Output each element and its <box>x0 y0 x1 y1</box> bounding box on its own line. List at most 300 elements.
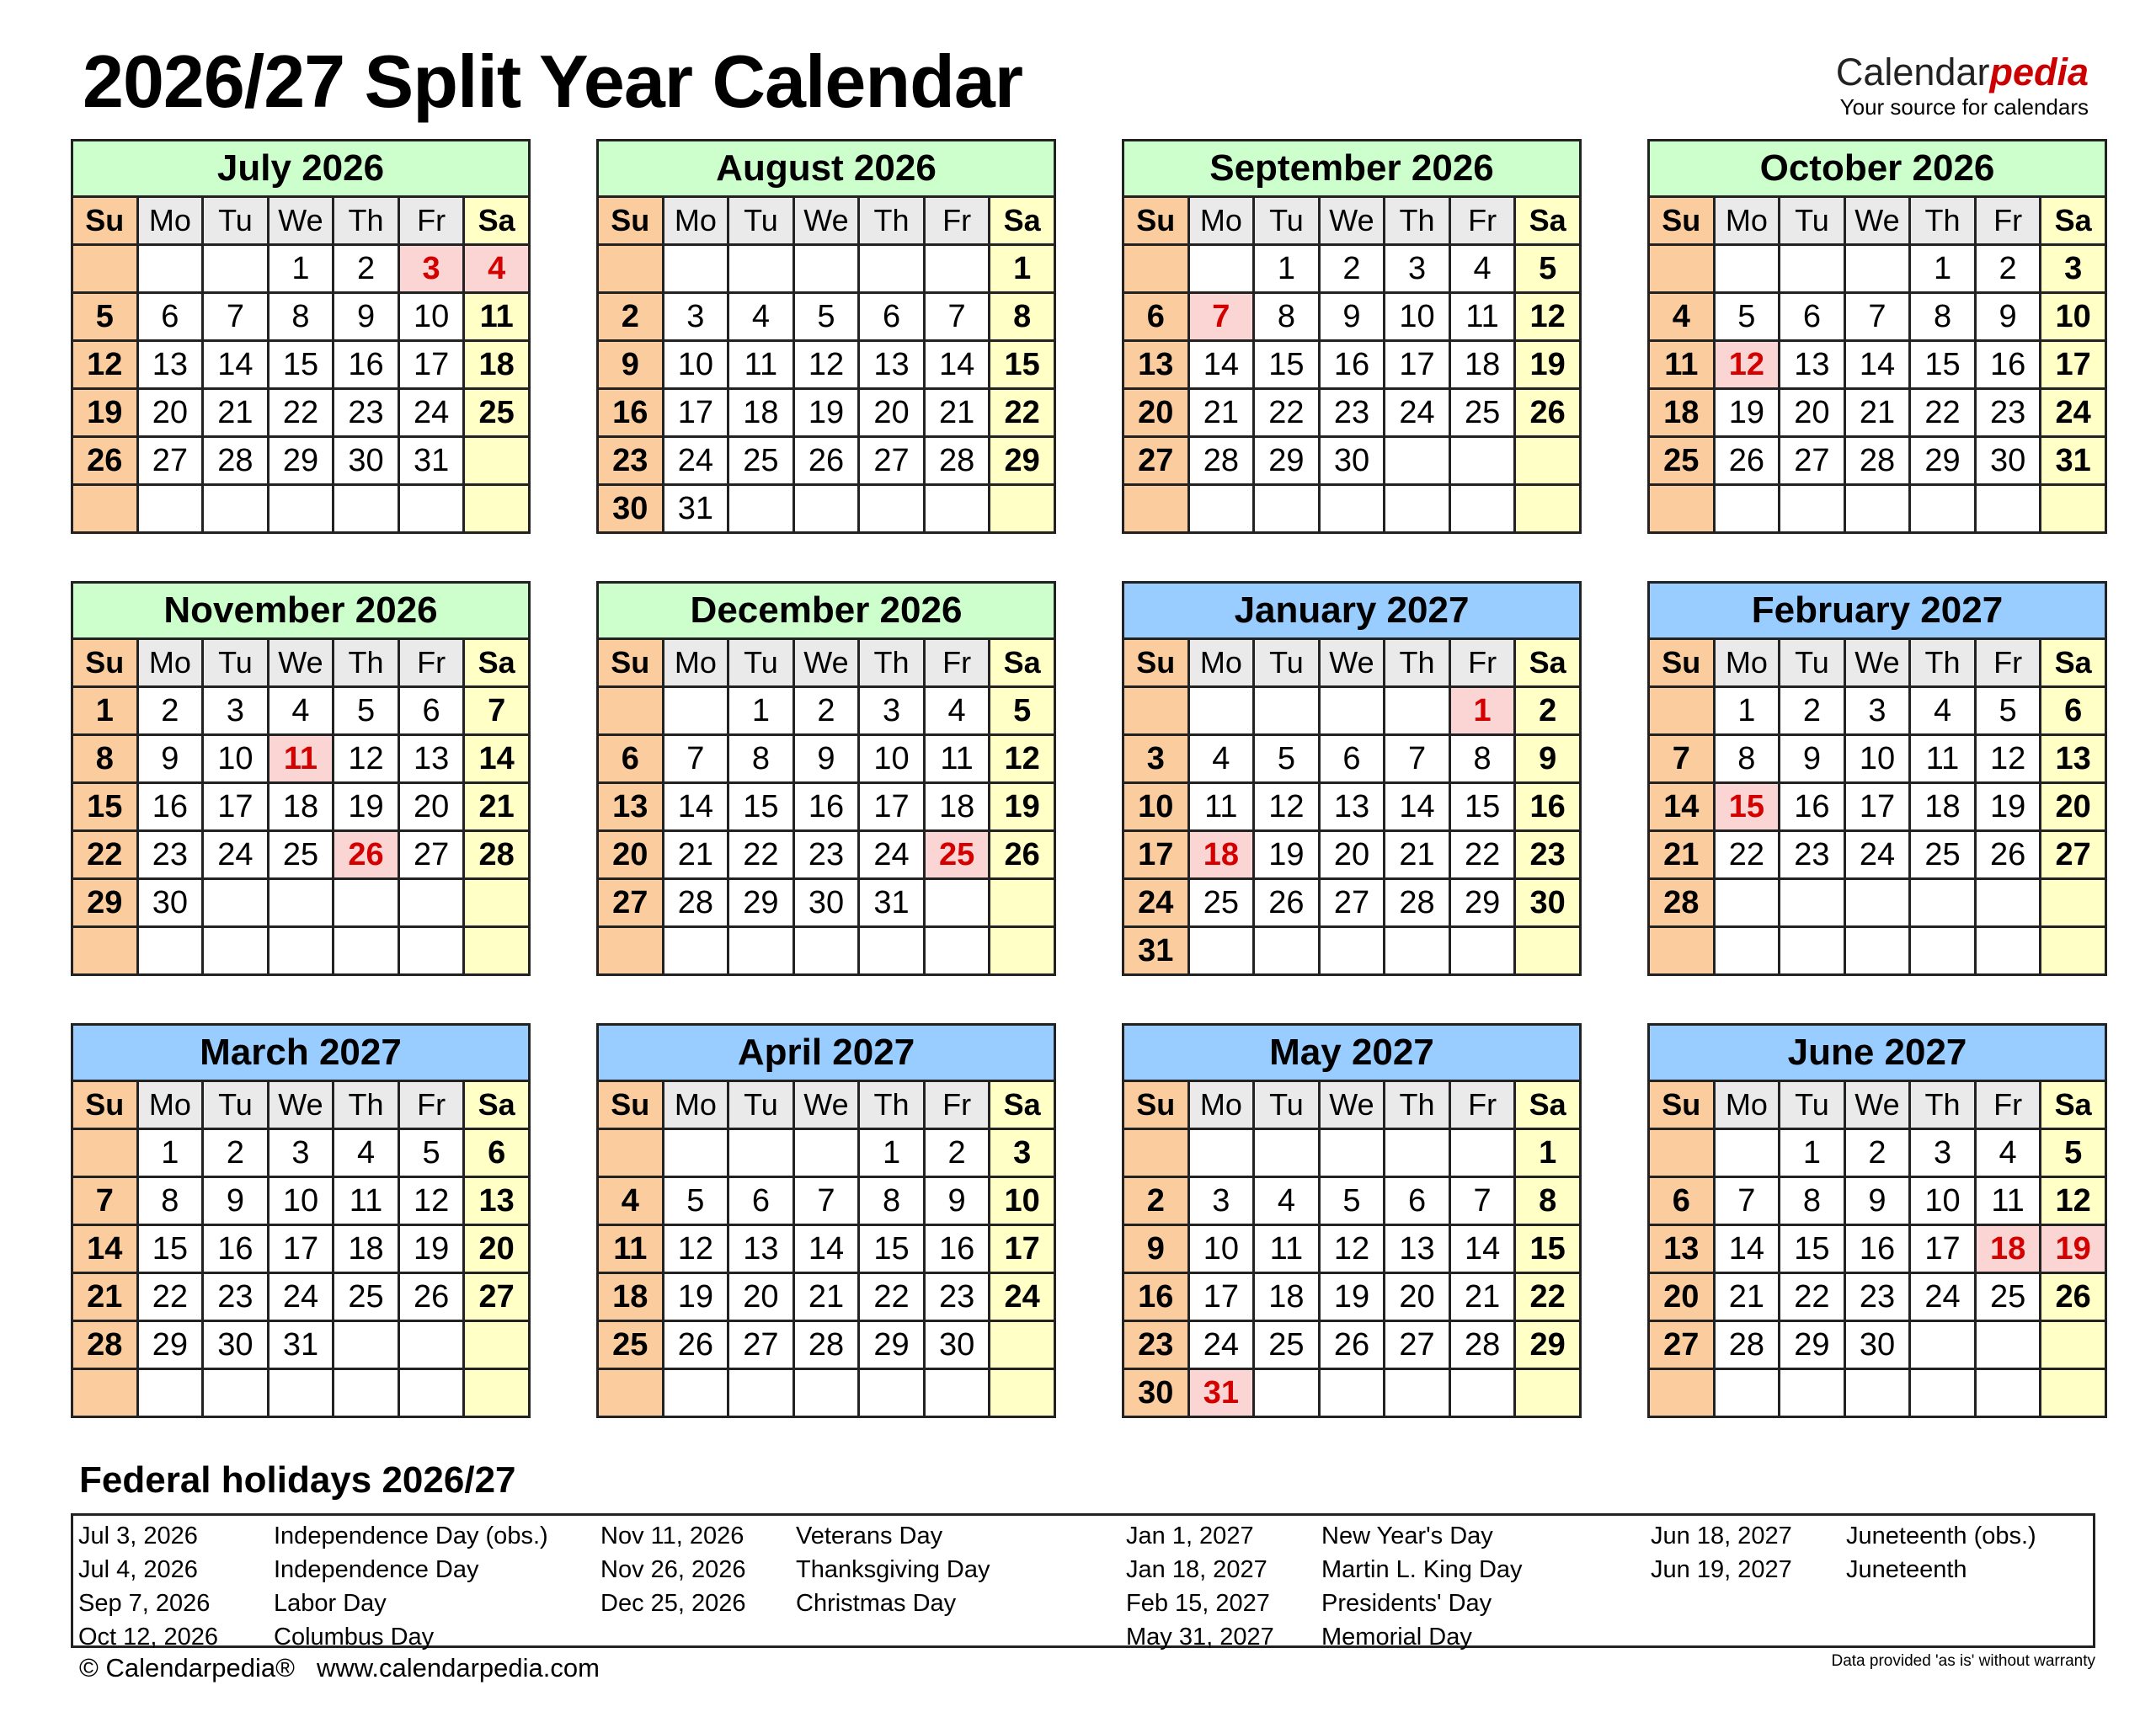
day-cell[interactable]: 3 <box>2041 245 2106 293</box>
day-cell[interactable]: 31 <box>398 437 464 485</box>
day-cell[interactable]: 12 <box>1254 783 1320 831</box>
day-cell[interactable]: 4 <box>1649 293 1715 341</box>
day-cell[interactable]: 2 <box>1123 1177 1189 1225</box>
day-cell[interactable]: 14 <box>1844 341 1910 389</box>
day-cell[interactable]: 27 <box>1319 879 1385 927</box>
day-cell[interactable]: 31 <box>663 485 728 533</box>
day-cell[interactable]: 12 <box>663 1225 728 1273</box>
day-cell[interactable]: 1 <box>1515 1129 1581 1177</box>
day-cell[interactable]: 10 <box>1910 1177 1976 1225</box>
day-cell[interactable]: 21 <box>72 1273 138 1321</box>
day-cell[interactable]: 18 <box>1449 341 1515 389</box>
day-cell[interactable]: 26 <box>990 831 1055 879</box>
day-cell[interactable]: 10 <box>1188 1225 1254 1273</box>
day-cell[interactable]: 16 <box>1515 783 1581 831</box>
day-cell[interactable]: 29 <box>728 879 794 927</box>
day-cell[interactable]: 11 <box>598 1225 664 1273</box>
day-cell[interactable]: 16 <box>793 783 859 831</box>
day-cell[interactable]: 9 <box>1780 735 1845 783</box>
day-cell[interactable]: 28 <box>1844 437 1910 485</box>
day-cell[interactable]: 20 <box>398 783 464 831</box>
day-cell[interactable]: 28 <box>1385 879 1450 927</box>
holiday-day-cell[interactable]: 26 <box>334 831 399 879</box>
day-cell[interactable]: 1 <box>859 1129 925 1177</box>
day-cell[interactable]: 17 <box>203 783 269 831</box>
day-cell[interactable]: 13 <box>1319 783 1385 831</box>
day-cell[interactable]: 25 <box>1975 1273 2041 1321</box>
day-cell[interactable]: 8 <box>728 735 794 783</box>
day-cell[interactable]: 5 <box>72 293 138 341</box>
day-cell[interactable]: 19 <box>663 1273 728 1321</box>
day-cell[interactable]: 14 <box>924 341 990 389</box>
day-cell[interactable]: 4 <box>1254 1177 1320 1225</box>
day-cell[interactable]: 2 <box>137 687 203 735</box>
day-cell[interactable]: 19 <box>334 783 399 831</box>
holiday-day-cell[interactable]: 18 <box>1975 1225 2041 1273</box>
day-cell[interactable]: 31 <box>1123 927 1189 975</box>
day-cell[interactable]: 5 <box>990 687 1055 735</box>
day-cell[interactable]: 31 <box>2041 437 2106 485</box>
day-cell[interactable]: 19 <box>1254 831 1320 879</box>
day-cell[interactable]: 15 <box>1449 783 1515 831</box>
day-cell[interactable]: 7 <box>793 1177 859 1225</box>
day-cell[interactable]: 29 <box>1910 437 1976 485</box>
day-cell[interactable]: 8 <box>1449 735 1515 783</box>
day-cell[interactable]: 11 <box>1975 1177 2041 1225</box>
day-cell[interactable]: 9 <box>924 1177 990 1225</box>
day-cell[interactable]: 16 <box>1975 341 2041 389</box>
day-cell[interactable]: 5 <box>2041 1129 2106 1177</box>
day-cell[interactable]: 19 <box>1714 389 1780 437</box>
day-cell[interactable]: 7 <box>663 735 728 783</box>
day-cell[interactable]: 10 <box>859 735 925 783</box>
day-cell[interactable]: 23 <box>1844 1273 1910 1321</box>
day-cell[interactable]: 30 <box>1844 1321 1910 1369</box>
day-cell[interactable]: 7 <box>1714 1177 1780 1225</box>
day-cell[interactable]: 19 <box>1319 1273 1385 1321</box>
day-cell[interactable]: 2 <box>334 245 399 293</box>
day-cell[interactable]: 11 <box>1254 1225 1320 1273</box>
day-cell[interactable]: 10 <box>663 341 728 389</box>
day-cell[interactable]: 14 <box>203 341 269 389</box>
day-cell[interactable]: 14 <box>1188 341 1254 389</box>
day-cell[interactable]: 20 <box>1123 389 1189 437</box>
day-cell[interactable]: 27 <box>1780 437 1845 485</box>
day-cell[interactable]: 28 <box>1649 879 1715 927</box>
day-cell[interactable]: 5 <box>1254 735 1320 783</box>
day-cell[interactable]: 25 <box>1449 389 1515 437</box>
day-cell[interactable]: 15 <box>137 1225 203 1273</box>
day-cell[interactable]: 28 <box>203 437 269 485</box>
day-cell[interactable]: 24 <box>1844 831 1910 879</box>
day-cell[interactable]: 25 <box>334 1273 399 1321</box>
day-cell[interactable]: 18 <box>924 783 990 831</box>
day-cell[interactable]: 1 <box>1714 687 1780 735</box>
day-cell[interactable]: 21 <box>924 389 990 437</box>
day-cell[interactable]: 1 <box>990 245 1055 293</box>
day-cell[interactable]: 14 <box>72 1225 138 1273</box>
day-cell[interactable]: 19 <box>72 389 138 437</box>
day-cell[interactable]: 15 <box>268 341 334 389</box>
day-cell[interactable]: 19 <box>793 389 859 437</box>
day-cell[interactable]: 6 <box>1649 1177 1715 1225</box>
day-cell[interactable]: 9 <box>1319 293 1385 341</box>
day-cell[interactable]: 30 <box>598 485 664 533</box>
day-cell[interactable]: 29 <box>137 1321 203 1369</box>
day-cell[interactable]: 20 <box>464 1225 530 1273</box>
day-cell[interactable]: 7 <box>1449 1177 1515 1225</box>
day-cell[interactable]: 20 <box>598 831 664 879</box>
day-cell[interactable]: 30 <box>924 1321 990 1369</box>
day-cell[interactable]: 27 <box>1385 1321 1450 1369</box>
day-cell[interactable]: 5 <box>1319 1177 1385 1225</box>
day-cell[interactable]: 3 <box>663 293 728 341</box>
day-cell[interactable]: 16 <box>1123 1273 1189 1321</box>
day-cell[interactable]: 25 <box>728 437 794 485</box>
holiday-day-cell[interactable]: 11 <box>268 735 334 783</box>
day-cell[interactable]: 20 <box>1780 389 1845 437</box>
day-cell[interactable]: 1 <box>268 245 334 293</box>
day-cell[interactable]: 6 <box>464 1129 530 1177</box>
day-cell[interactable]: 17 <box>2041 341 2106 389</box>
day-cell[interactable]: 14 <box>1385 783 1450 831</box>
footer-url[interactable]: www.calendarpedia.com <box>316 1653 600 1683</box>
day-cell[interactable]: 8 <box>1254 293 1320 341</box>
day-cell[interactable]: 11 <box>464 293 530 341</box>
day-cell[interactable]: 24 <box>268 1273 334 1321</box>
day-cell[interactable]: 26 <box>793 437 859 485</box>
day-cell[interactable]: 25 <box>598 1321 664 1369</box>
day-cell[interactable]: 22 <box>728 831 794 879</box>
day-cell[interactable]: 10 <box>203 735 269 783</box>
day-cell[interactable]: 26 <box>1515 389 1581 437</box>
day-cell[interactable]: 24 <box>1123 879 1189 927</box>
day-cell[interactable]: 18 <box>268 783 334 831</box>
day-cell[interactable]: 12 <box>1975 735 2041 783</box>
day-cell[interactable]: 19 <box>398 1225 464 1273</box>
day-cell[interactable]: 29 <box>1449 879 1515 927</box>
day-cell[interactable]: 30 <box>1319 437 1385 485</box>
day-cell[interactable]: 24 <box>663 437 728 485</box>
day-cell[interactable]: 18 <box>598 1273 664 1321</box>
holiday-day-cell[interactable]: 18 <box>1188 831 1254 879</box>
holiday-day-cell[interactable]: 3 <box>398 245 464 293</box>
day-cell[interactable]: 29 <box>72 879 138 927</box>
day-cell[interactable]: 28 <box>793 1321 859 1369</box>
day-cell[interactable]: 23 <box>1123 1321 1189 1369</box>
day-cell[interactable]: 9 <box>793 735 859 783</box>
day-cell[interactable]: 18 <box>1910 783 1976 831</box>
day-cell[interactable]: 22 <box>859 1273 925 1321</box>
day-cell[interactable]: 1 <box>137 1129 203 1177</box>
day-cell[interactable]: 3 <box>859 687 925 735</box>
day-cell[interactable]: 9 <box>1515 735 1581 783</box>
day-cell[interactable]: 22 <box>268 389 334 437</box>
day-cell[interactable]: 21 <box>1188 389 1254 437</box>
day-cell[interactable]: 10 <box>2041 293 2106 341</box>
day-cell[interactable]: 29 <box>859 1321 925 1369</box>
day-cell[interactable]: 6 <box>398 687 464 735</box>
day-cell[interactable]: 11 <box>334 1177 399 1225</box>
day-cell[interactable]: 9 <box>598 341 664 389</box>
day-cell[interactable]: 23 <box>793 831 859 879</box>
day-cell[interactable]: 5 <box>334 687 399 735</box>
day-cell[interactable]: 31 <box>859 879 925 927</box>
day-cell[interactable]: 21 <box>663 831 728 879</box>
day-cell[interactable]: 6 <box>1123 293 1189 341</box>
day-cell[interactable]: 4 <box>924 687 990 735</box>
day-cell[interactable]: 26 <box>72 437 138 485</box>
day-cell[interactable]: 23 <box>924 1273 990 1321</box>
day-cell[interactable]: 25 <box>1254 1321 1320 1369</box>
day-cell[interactable]: 22 <box>1780 1273 1845 1321</box>
day-cell[interactable]: 10 <box>990 1177 1055 1225</box>
day-cell[interactable]: 11 <box>924 735 990 783</box>
day-cell[interactable]: 16 <box>137 783 203 831</box>
day-cell[interactable]: 11 <box>1188 783 1254 831</box>
day-cell[interactable]: 21 <box>1844 389 1910 437</box>
day-cell[interactable]: 2 <box>924 1129 990 1177</box>
day-cell[interactable]: 14 <box>663 783 728 831</box>
day-cell[interactable]: 27 <box>137 437 203 485</box>
day-cell[interactable]: 8 <box>1515 1177 1581 1225</box>
day-cell[interactable]: 26 <box>1714 437 1780 485</box>
day-cell[interactable]: 15 <box>990 341 1055 389</box>
day-cell[interactable]: 16 <box>1780 783 1845 831</box>
day-cell[interactable]: 9 <box>137 735 203 783</box>
day-cell[interactable]: 5 <box>398 1129 464 1177</box>
day-cell[interactable]: 12 <box>72 341 138 389</box>
day-cell[interactable]: 8 <box>990 293 1055 341</box>
day-cell[interactable]: 23 <box>203 1273 269 1321</box>
day-cell[interactable]: 10 <box>1844 735 1910 783</box>
day-cell[interactable]: 13 <box>137 341 203 389</box>
day-cell[interactable]: 19 <box>1515 341 1581 389</box>
day-cell[interactable]: 1 <box>72 687 138 735</box>
holiday-day-cell[interactable]: 15 <box>1714 783 1780 831</box>
day-cell[interactable]: 20 <box>859 389 925 437</box>
day-cell[interactable]: 12 <box>398 1177 464 1225</box>
day-cell[interactable]: 28 <box>663 879 728 927</box>
day-cell[interactable]: 26 <box>398 1273 464 1321</box>
day-cell[interactable]: 16 <box>1319 341 1385 389</box>
day-cell[interactable]: 8 <box>137 1177 203 1225</box>
day-cell[interactable]: 6 <box>1385 1177 1450 1225</box>
day-cell[interactable]: 8 <box>859 1177 925 1225</box>
day-cell[interactable]: 7 <box>72 1177 138 1225</box>
day-cell[interactable]: 2 <box>1319 245 1385 293</box>
day-cell[interactable]: 6 <box>598 735 664 783</box>
day-cell[interactable]: 18 <box>464 341 530 389</box>
day-cell[interactable]: 3 <box>1910 1129 1976 1177</box>
day-cell[interactable]: 15 <box>859 1225 925 1273</box>
holiday-day-cell[interactable]: 19 <box>2041 1225 2106 1273</box>
day-cell[interactable]: 24 <box>203 831 269 879</box>
day-cell[interactable]: 31 <box>268 1321 334 1369</box>
day-cell[interactable]: 30 <box>1123 1369 1189 1417</box>
day-cell[interactable]: 25 <box>1188 879 1254 927</box>
day-cell[interactable]: 16 <box>598 389 664 437</box>
day-cell[interactable]: 4 <box>334 1129 399 1177</box>
day-cell[interactable]: 29 <box>1254 437 1320 485</box>
day-cell[interactable]: 1 <box>728 687 794 735</box>
day-cell[interactable]: 13 <box>398 735 464 783</box>
day-cell[interactable]: 29 <box>1780 1321 1845 1369</box>
day-cell[interactable]: 7 <box>1844 293 1910 341</box>
day-cell[interactable]: 10 <box>1123 783 1189 831</box>
day-cell[interactable]: 22 <box>1254 389 1320 437</box>
holiday-day-cell[interactable]: 7 <box>1188 293 1254 341</box>
day-cell[interactable]: 23 <box>1975 389 2041 437</box>
day-cell[interactable]: 5 <box>1515 245 1581 293</box>
day-cell[interactable]: 12 <box>1515 293 1581 341</box>
day-cell[interactable]: 12 <box>2041 1177 2106 1225</box>
brand-logo[interactable] <box>1836 51 2089 120</box>
day-cell[interactable]: 21 <box>1449 1273 1515 1321</box>
day-cell[interactable]: 3 <box>1844 687 1910 735</box>
day-cell[interactable]: 27 <box>598 879 664 927</box>
day-cell[interactable]: 21 <box>1385 831 1450 879</box>
day-cell[interactable]: 3 <box>203 687 269 735</box>
day-cell[interactable]: 5 <box>663 1177 728 1225</box>
day-cell[interactable]: 16 <box>924 1225 990 1273</box>
day-cell[interactable]: 25 <box>1910 831 1976 879</box>
day-cell[interactable]: 9 <box>203 1177 269 1225</box>
day-cell[interactable]: 7 <box>464 687 530 735</box>
day-cell[interactable]: 4 <box>1188 735 1254 783</box>
day-cell[interactable]: 28 <box>72 1321 138 1369</box>
day-cell[interactable]: 3 <box>268 1129 334 1177</box>
day-cell[interactable]: 12 <box>334 735 399 783</box>
day-cell[interactable]: 30 <box>137 879 203 927</box>
day-cell[interactable]: 20 <box>1319 831 1385 879</box>
day-cell[interactable]: 15 <box>728 783 794 831</box>
day-cell[interactable]: 22 <box>1449 831 1515 879</box>
day-cell[interactable]: 15 <box>1780 1225 1845 1273</box>
day-cell[interactable]: 14 <box>1449 1225 1515 1273</box>
day-cell[interactable]: 2 <box>1780 687 1845 735</box>
day-cell[interactable]: 25 <box>464 389 530 437</box>
day-cell[interactable]: 16 <box>203 1225 269 1273</box>
day-cell[interactable]: 28 <box>1188 437 1254 485</box>
day-cell[interactable]: 13 <box>2041 735 2106 783</box>
day-cell[interactable]: 14 <box>1649 783 1715 831</box>
day-cell[interactable]: 22 <box>1910 389 1976 437</box>
day-cell[interactable]: 22 <box>137 1273 203 1321</box>
day-cell[interactable]: 18 <box>1649 389 1715 437</box>
day-cell[interactable]: 1 <box>1780 1129 1845 1177</box>
day-cell[interactable]: 30 <box>334 437 399 485</box>
day-cell[interactable]: 8 <box>72 735 138 783</box>
day-cell[interactable]: 3 <box>1188 1177 1254 1225</box>
day-cell[interactable]: 29 <box>1515 1321 1581 1369</box>
day-cell[interactable]: 14 <box>793 1225 859 1273</box>
day-cell[interactable]: 17 <box>398 341 464 389</box>
day-cell[interactable]: 21 <box>1649 831 1715 879</box>
day-cell[interactable]: 14 <box>1714 1225 1780 1273</box>
day-cell[interactable]: 25 <box>268 831 334 879</box>
day-cell[interactable]: 10 <box>398 293 464 341</box>
day-cell[interactable]: 21 <box>203 389 269 437</box>
day-cell[interactable]: 26 <box>2041 1273 2106 1321</box>
day-cell[interactable]: 17 <box>1188 1273 1254 1321</box>
holiday-day-cell[interactable]: 1 <box>1449 687 1515 735</box>
day-cell[interactable]: 23 <box>137 831 203 879</box>
day-cell[interactable]: 30 <box>1515 879 1581 927</box>
day-cell[interactable]: 9 <box>1123 1225 1189 1273</box>
day-cell[interactable]: 15 <box>72 783 138 831</box>
day-cell[interactable]: 13 <box>1649 1225 1715 1273</box>
day-cell[interactable]: 4 <box>598 1177 664 1225</box>
day-cell[interactable]: 12 <box>990 735 1055 783</box>
day-cell[interactable]: 2 <box>793 687 859 735</box>
day-cell[interactable]: 30 <box>1975 437 2041 485</box>
day-cell[interactable]: 6 <box>137 293 203 341</box>
day-cell[interactable]: 6 <box>859 293 925 341</box>
day-cell[interactable]: 6 <box>1319 735 1385 783</box>
day-cell[interactable]: 1 <box>1254 245 1320 293</box>
day-cell[interactable]: 8 <box>1714 735 1780 783</box>
day-cell[interactable]: 3 <box>1385 245 1450 293</box>
day-cell[interactable]: 24 <box>1910 1273 1976 1321</box>
day-cell[interactable]: 29 <box>990 437 1055 485</box>
day-cell[interactable]: 20 <box>137 389 203 437</box>
day-cell[interactable]: 11 <box>1449 293 1515 341</box>
day-cell[interactable]: 27 <box>728 1321 794 1369</box>
day-cell[interactable]: 23 <box>1780 831 1845 879</box>
day-cell[interactable]: 21 <box>793 1273 859 1321</box>
day-cell[interactable]: 20 <box>1649 1273 1715 1321</box>
day-cell[interactable]: 3 <box>990 1129 1055 1177</box>
day-cell[interactable]: 27 <box>2041 831 2106 879</box>
day-cell[interactable]: 7 <box>1385 735 1450 783</box>
day-cell[interactable]: 27 <box>464 1273 530 1321</box>
day-cell[interactable]: 2 <box>1844 1129 1910 1177</box>
day-cell[interactable]: 13 <box>464 1177 530 1225</box>
day-cell[interactable]: 15 <box>1254 341 1320 389</box>
day-cell[interactable]: 28 <box>1449 1321 1515 1369</box>
day-cell[interactable]: 11 <box>1910 735 1976 783</box>
day-cell[interactable]: 17 <box>1844 783 1910 831</box>
day-cell[interactable]: 24 <box>398 389 464 437</box>
day-cell[interactable]: 8 <box>1780 1177 1845 1225</box>
day-cell[interactable]: 10 <box>1385 293 1450 341</box>
day-cell[interactable]: 22 <box>1515 1273 1581 1321</box>
day-cell[interactable]: 4 <box>1910 687 1976 735</box>
day-cell[interactable]: 14 <box>464 735 530 783</box>
day-cell[interactable]: 27 <box>859 437 925 485</box>
holiday-day-cell[interactable]: 25 <box>924 831 990 879</box>
day-cell[interactable]: 7 <box>924 293 990 341</box>
day-cell[interactable]: 16 <box>1844 1225 1910 1273</box>
day-cell[interactable]: 20 <box>2041 783 2106 831</box>
day-cell[interactable]: 27 <box>1649 1321 1715 1369</box>
day-cell[interactable]: 5 <box>793 293 859 341</box>
day-cell[interactable]: 23 <box>1515 831 1581 879</box>
day-cell[interactable]: 15 <box>1515 1225 1581 1273</box>
day-cell[interactable]: 18 <box>1254 1273 1320 1321</box>
day-cell[interactable]: 20 <box>728 1273 794 1321</box>
day-cell[interactable]: 11 <box>728 341 794 389</box>
holiday-day-cell[interactable]: 4 <box>464 245 530 293</box>
day-cell[interactable]: 5 <box>1714 293 1780 341</box>
day-cell[interactable]: 17 <box>859 783 925 831</box>
day-cell[interactable]: 26 <box>1975 831 2041 879</box>
day-cell[interactable]: 8 <box>268 293 334 341</box>
day-cell[interactable]: 7 <box>1649 735 1715 783</box>
day-cell[interactable]: 24 <box>1385 389 1450 437</box>
day-cell[interactable]: 19 <box>1975 783 2041 831</box>
